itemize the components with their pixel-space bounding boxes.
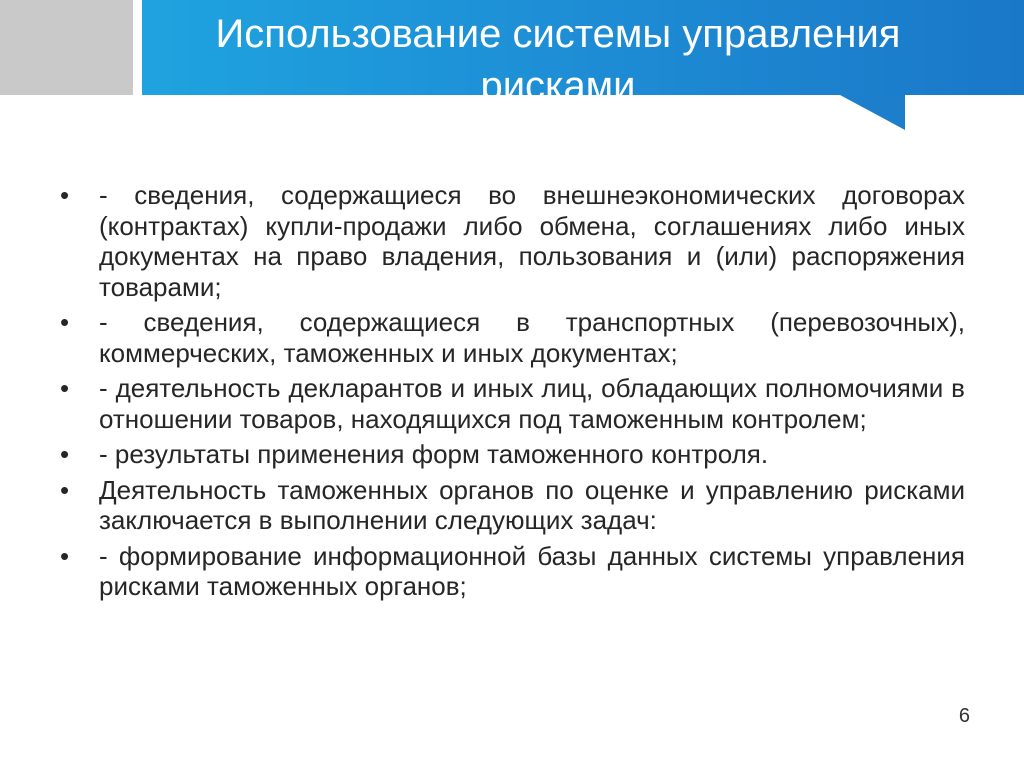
bullet-marker: •: [60, 180, 70, 210]
bullet-item: [60, 180, 965, 302]
slide-content: [60, 180, 965, 607]
bullet-list: [60, 180, 965, 602]
bullet-item: [60, 541, 965, 602]
bullet-text: - сведения, содержащиеся во внешнеэкономических договорах (контрактах) купли-продажи либо обмена, соглашениях либо иных документах на право владения, пользования и (или) распоряжения товарами;: [99, 180, 965, 302]
bullet-marker: •: [60, 474, 70, 505]
bullet-text: - деятельность декларантов и иных лиц, обладающих полномочиями в отношении товаров, находящихся под таможенным контролем;: [99, 373, 965, 434]
bullet-item: [60, 307, 965, 368]
bullet-item: [60, 475, 965, 536]
bullet-text: - сведения, содержащиеся в транспортных (перевозочных), коммерческих, таможенных и иных документах;: [99, 307, 965, 368]
header-gray-block: [0, 0, 133, 95]
bullet-item: [60, 439, 965, 470]
bullet-text: - результаты применения форм таможенного контроля.: [99, 439, 769, 469]
bullet-text: - формирование информационной базы данных системы управления рисками таможенных органов;: [99, 540, 965, 601]
page-number: 6: [958, 705, 970, 727]
bullet-marker: •: [60, 307, 70, 337]
bullet-marker: •: [60, 439, 70, 469]
bullet-marker: •: [60, 373, 70, 403]
slide-title: Использование системы управления рисками: [215, 12, 901, 108]
bullet-text: Деятельность таможенных органов по оценке и управлению рисками заключается в выполнении следующих задач:: [99, 474, 965, 535]
bullet-marker: •: [60, 540, 70, 571]
bullet-item: [60, 373, 965, 434]
